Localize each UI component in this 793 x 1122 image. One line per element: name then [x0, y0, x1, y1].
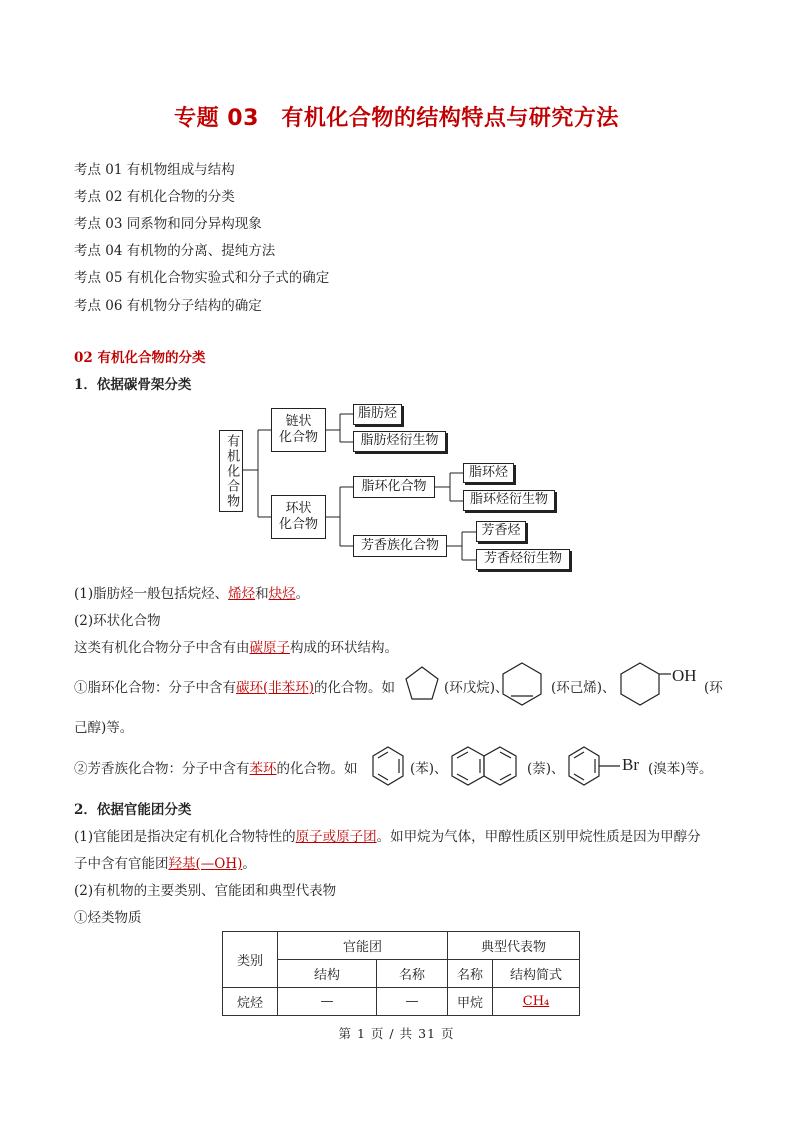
cyclopentane-structure: [403, 664, 441, 704]
tree-alicyclic-hydrocarbon: 脂环烃: [463, 463, 514, 483]
header-category: 类别: [223, 932, 278, 988]
tree-aliphatic-derivative: 脂肪烃衍生物: [353, 431, 446, 452]
toc-item: 考点 04 有机物的分离、提纯方法: [74, 243, 276, 259]
header-rep-formula: 结构简式: [493, 960, 580, 988]
text: 子中含有官能团: [74, 856, 169, 872]
paragraph-cyclic-desc: [74, 636, 398, 656]
tree-chain-box: 链状 化合物: [271, 408, 326, 452]
subsection-heading: 1．依据碳骨架分类: [74, 377, 192, 393]
label-benzene: (苯)、: [410, 761, 448, 777]
cell-structure: —: [278, 988, 377, 1016]
text: 的化合物。如: [314, 680, 396, 696]
paragraph-hydrocarbons: ①烃类物质: [74, 910, 142, 926]
answer-carbocycle: 碳环(非苯环): [236, 680, 315, 696]
toc-item: 考点 03 同系物和同分异构现象: [74, 216, 262, 232]
answer-carbon-atoms: 碳原子: [249, 640, 290, 656]
text: 构成的环状结构。: [290, 640, 398, 656]
text: (1)官能团是指决定有机化合物特性的: [74, 829, 296, 845]
text: 的化合物。如: [276, 761, 358, 777]
label-oh-group: OH: [672, 666, 697, 685]
text: 这类有机化合物分子中含有由: [74, 640, 250, 656]
answer-alkyne: 炔烃: [268, 586, 296, 602]
toc-item: 考点 06 有机物分子结构的确定: [74, 298, 262, 314]
answer-alkene: 烯烃: [228, 586, 256, 602]
label-br-group: Br: [622, 755, 639, 774]
header-functional-group: 官能团: [278, 932, 448, 960]
cell-name: —: [377, 988, 448, 1016]
table-row: [223, 988, 580, 1016]
tree-aromatic-hydrocarbon: 芳香烃: [476, 521, 526, 542]
header-rep-name: 名称: [448, 960, 493, 988]
answer-methane-formula: CH₄: [522, 994, 550, 1009]
text: 。如甲烷为气体，甲醇性质区别甲烷性质是因为甲醇分: [376, 829, 701, 845]
tree-alicyclic-box: 脂环化合物: [353, 476, 435, 498]
paragraph-cyclic-heading: (2)环状化合物: [74, 613, 161, 629]
tree-aromatic-derivative: 芳香烃衍生物: [476, 549, 570, 570]
label-cyclohexanol-a: (环: [704, 680, 723, 696]
label-cyclohexanol-b: 己醇)等。: [74, 720, 134, 736]
answer-benzene-ring: 苯环: [249, 761, 277, 777]
text: ①脂环化合物：分子中含有: [74, 680, 236, 696]
answer-hydroxyl: 羟基(—OH): [168, 856, 243, 872]
bromobenzene-structure: [565, 744, 623, 788]
benzene-structure: [369, 744, 407, 788]
text: (1)脂肪烃一般包括烷烃、: [74, 586, 229, 602]
text: 。: [295, 586, 310, 602]
paragraph-alicyclic: [74, 676, 395, 696]
label-cyclopentane: (环戊烷)、: [444, 680, 509, 696]
label-naphthalene: (萘)、: [527, 761, 565, 777]
tree-alicyclic-derivative: 脂环烃衍生物: [463, 490, 555, 511]
naphthalene-structure: [449, 744, 521, 788]
answer-atom-or-group: 原子或原子团: [295, 829, 377, 845]
cell-rep-name: 甲烷: [448, 988, 493, 1016]
label-bromobenzene: (溴苯)等。: [648, 761, 713, 777]
paragraph-aliphatic: [74, 582, 309, 602]
tree-root-box: [219, 430, 243, 512]
tree-root-label: 有机化合物: [224, 433, 240, 509]
toc-item: 考点 02 有机化合物的分类: [74, 189, 235, 205]
tree-aromatic-box: 芳香族化合物: [353, 535, 447, 557]
page-footer: 第 1 页 / 共 31 页: [338, 1026, 455, 1041]
header-structure: 结构: [278, 960, 377, 988]
text: 。: [242, 856, 256, 872]
label-cyclohexene: (环己烯)、: [551, 680, 616, 696]
functional-group-table: [222, 931, 580, 1016]
text: ②芳香族化合物：分子中含有: [74, 761, 250, 777]
page-title: 专题 03 有机化合物的结构特点与研究方法: [174, 106, 619, 131]
paragraph-categories: (2)有机物的主要类别、官能团和典型代表物: [74, 883, 337, 899]
header-representative: 典型代表物: [448, 932, 580, 960]
cyclohexene-structure: [497, 660, 547, 708]
toc-item: 考点 01 有机物组成与结构: [74, 162, 235, 178]
paragraph-functional-group: [74, 825, 701, 845]
header-name: 名称: [377, 960, 448, 988]
text: 和: [255, 586, 269, 602]
toc-item: 考点 05 有机化合物实验式和分子式的确定: [74, 270, 330, 286]
cell-category: 烷烃: [223, 988, 278, 1016]
section-heading: 02 有机化合物的分类: [74, 350, 206, 366]
tree-aliphatic-hydrocarbon: 脂肪烃: [353, 404, 402, 425]
paragraph-aromatic: [74, 757, 358, 777]
subsection-heading: 2．依据官能团分类: [74, 802, 192, 818]
paragraph-hydroxyl: [74, 852, 256, 872]
cell-rep-formula: [493, 988, 580, 1016]
tree-ring-box: 环状 化合物: [271, 495, 326, 539]
